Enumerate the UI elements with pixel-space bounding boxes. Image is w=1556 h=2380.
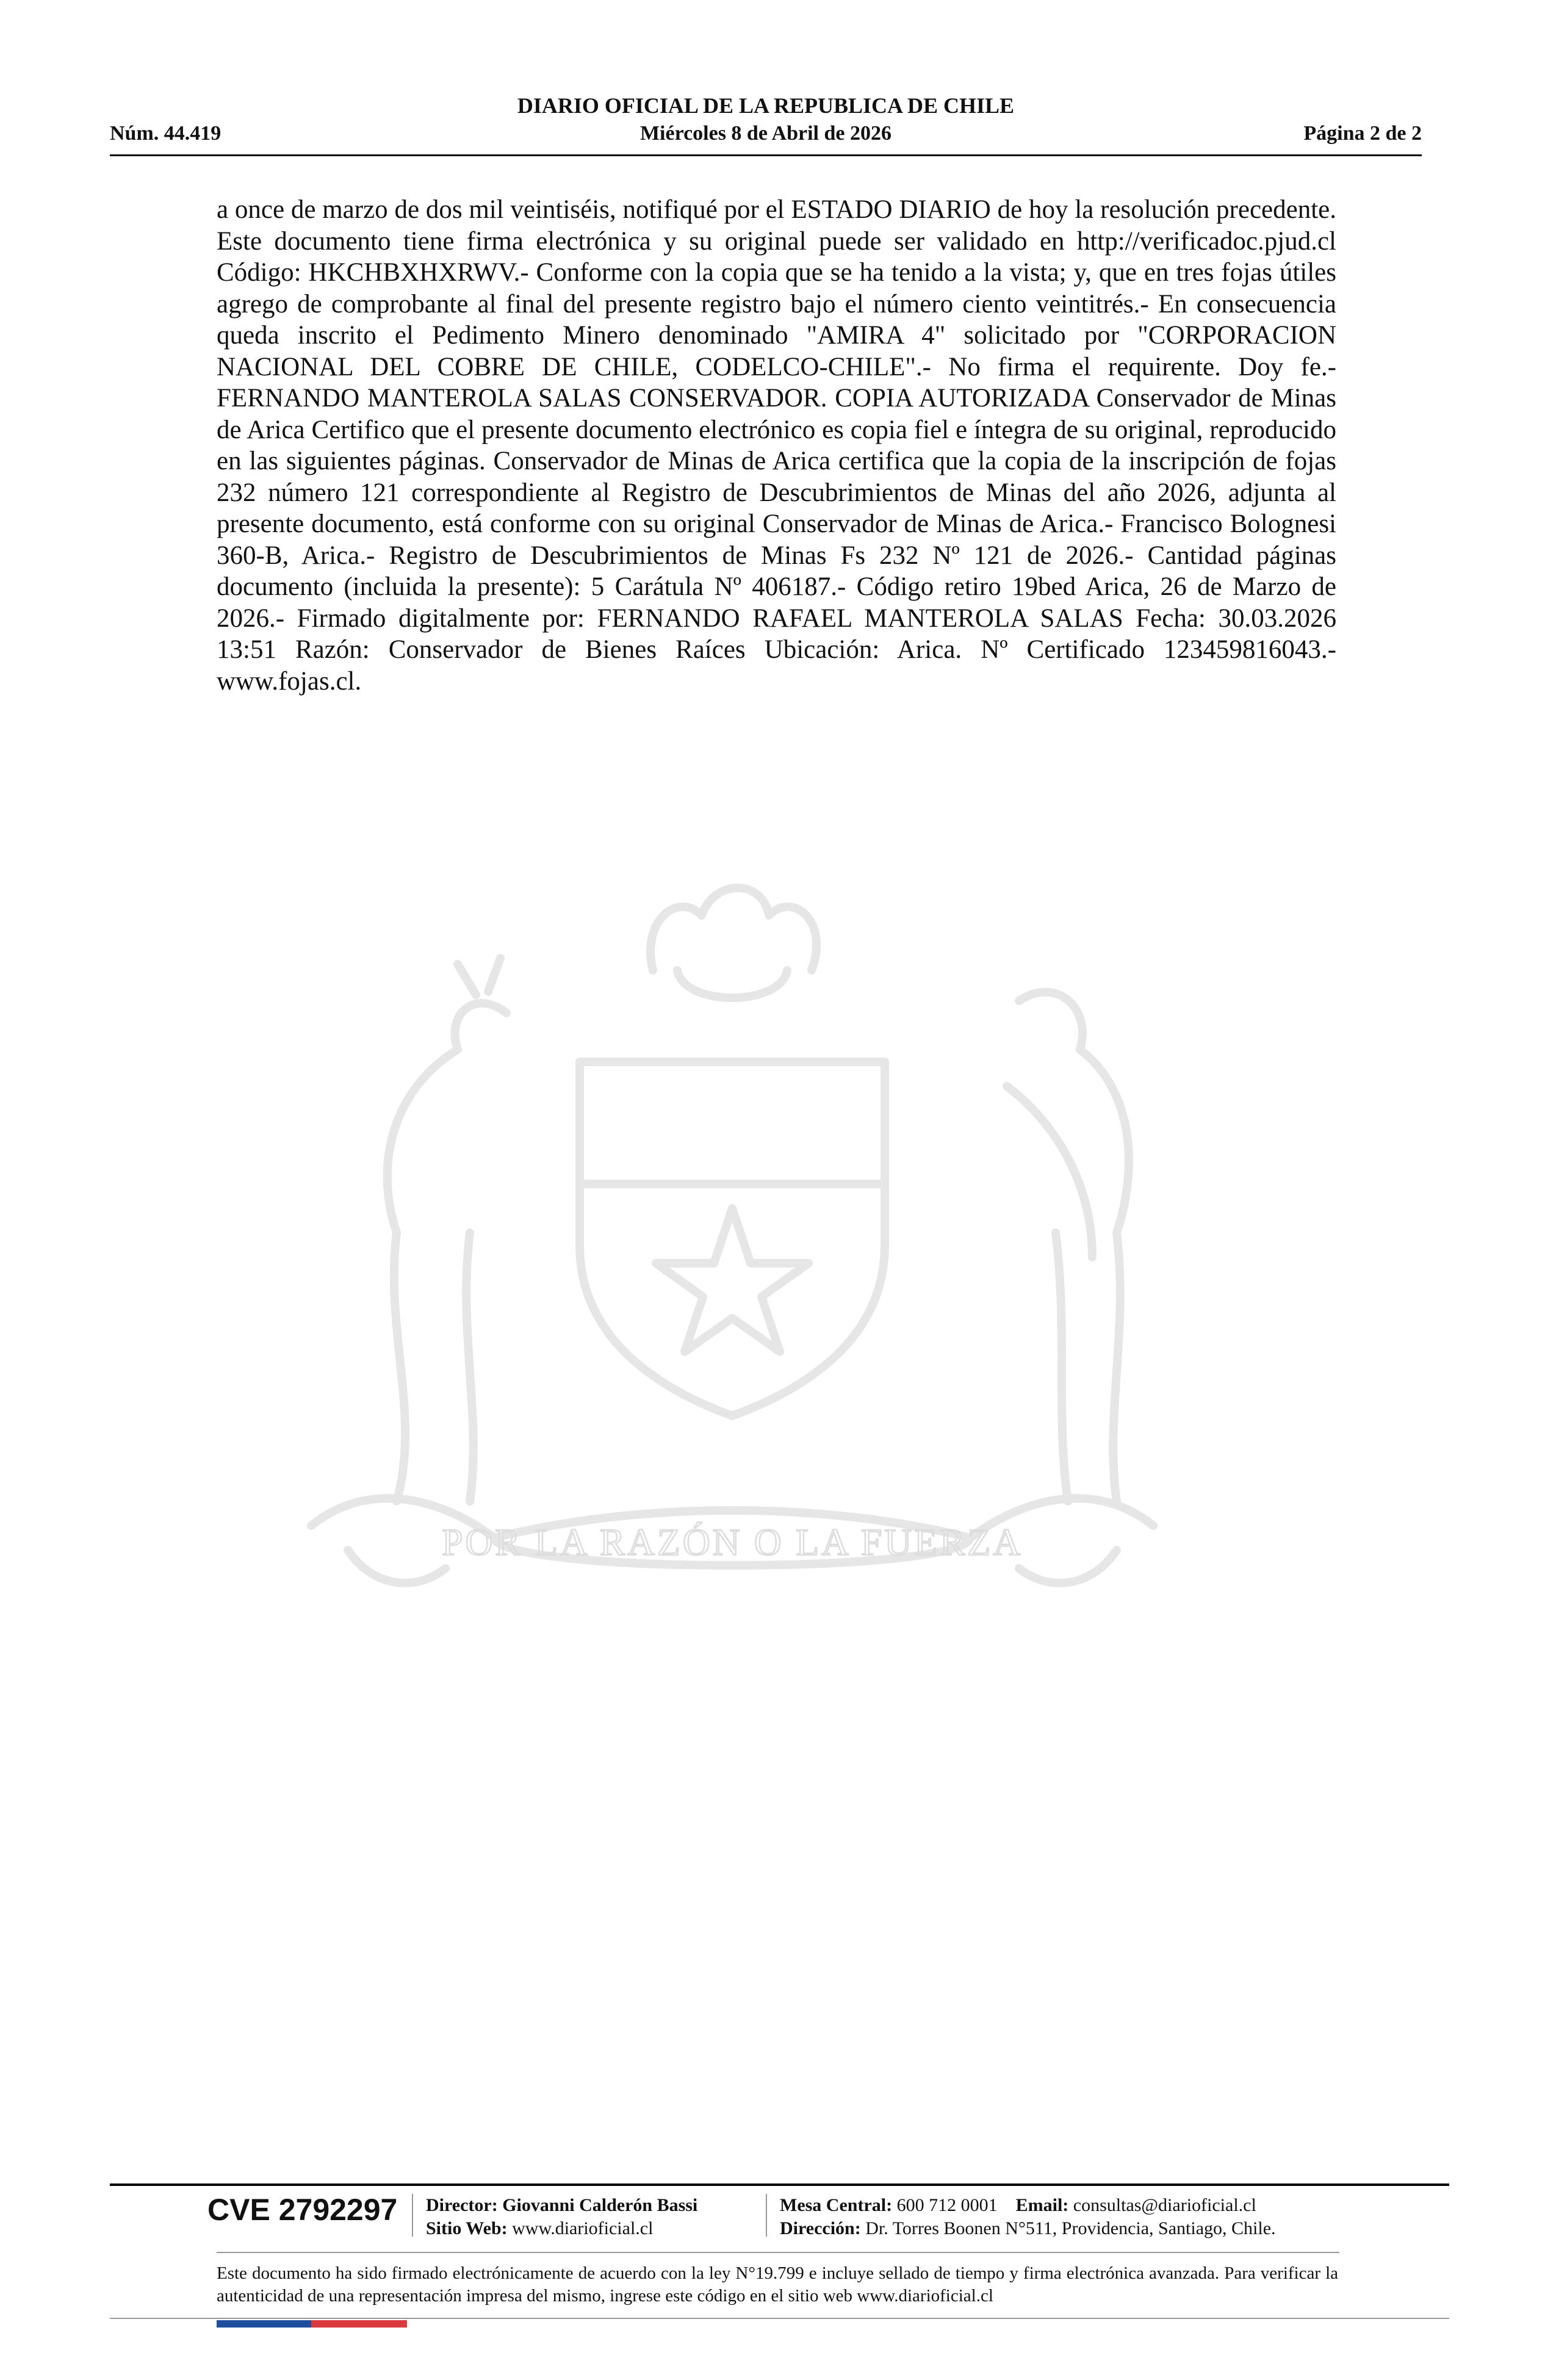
page-header: [110, 93, 1422, 160]
director-name: Giovanni Calderón Bassi: [502, 2195, 698, 2215]
publication-title: DIARIO OFICIAL DE LA REPUBLICA DE CHILE: [517, 93, 1015, 118]
flag-stripe-red: [311, 2320, 407, 2328]
footer-divider-top: [110, 2183, 1449, 2186]
document-body: a once de marzo de dos mil veintiséis, notifiqué por el ESTADO DIARIO de hoy la resolución precedente. Este documento tiene firma electrónica y su original puede ser validado en http://verificadoc.pjud.cl Código: HKCHBXHXRWV.- Conforme con la copia que se ha tenido a la vista; y, que en tres fojas útiles agrego de comprobante al final del presente registro bajo el número ciento veintitrés.- En consecuencia queda inscrito el Pedimento Minero denominado "AMIRA 4" solicitado por "CORPORACION NACIONAL DEL COBRE DE CHILE, CODELCO-CHILE".- No firma el requirente. Doy fe.- FERNANDO MANTEROLA SALAS CONSERVADOR. COPIA AUTORIZADA Conservador de Minas de Arica Certifico que el presente documento electrónico es copia fiel e íntegra de su original, reproducido en las siguientes páginas. Conservador de Minas de Arica certifica que la copia de la inscripción de fojas 232 número 121 correspondiente al Registro de Descubrimientos de Minas del año 2026, adjunta al presente documento, está conforme con su original Conservador de Minas de Arica.- Francisco Bolognesi 360-B, Arica.- Registro de Descubrimientos de Minas Fs 232 Nº 121 de 2026.- Cantidad páginas documento (incluida la presente): 5 Carátula Nº 406187.- Código retiro 19bed Arica, 26 de Marzo de 2026.- Firmado digitalmente por: FERNANDO RAFAEL MANTEROLA SALAS Fecha: 30.03.2026 13:51 Razón: Conservador de Bienes Raíces Ubicación: Arica. Nº Certificado 123459816043.- www.fojas.cl.: [217, 195, 1336, 696]
web-link[interactable]: www.diarioficial.cl: [512, 2218, 654, 2238]
footer-separator: [766, 2194, 767, 2237]
address-value: Dr. Torres Boonen N°511, Providencia, Santiago, Chile.: [865, 2218, 1276, 2238]
footer-divider-bottom: [110, 2318, 1449, 2319]
footer-separator: [412, 2194, 413, 2237]
watermark-motto: POR LA RAZÓN O LA FUERZA: [441, 1522, 1023, 1563]
footer-director-column: [426, 2194, 697, 2240]
issue-date: Miércoles 8 de Abril de 2026: [639, 122, 892, 145]
cve-code: CVE 2792297: [207, 2193, 398, 2227]
phone-value: 600 712 0001: [896, 2195, 998, 2215]
director-label: Director:: [426, 2195, 498, 2215]
issue-number: Núm. 44.419: [110, 122, 222, 145]
email-label: Email:: [1015, 2195, 1069, 2215]
footer-contact-column: [780, 2194, 1276, 2240]
page-indicator: Página 2 de 2: [1303, 122, 1422, 145]
coat-of-arms-of-chile-icon: [214, 867, 1251, 1672]
header-divider: [110, 154, 1422, 156]
footer-divider-middle: [217, 2252, 1339, 2253]
legal-notice: Este documento ha sido firmado electrónicamente de acuerdo con la ley N°19.799 e incluye sellado de tiempo y firma electrónica avanzada. Para verificar la autenticidad de una representación impresa del mismo, ingrese este código en el sitio web www.diarioficial.cl: [217, 2263, 1338, 2306]
address-label: Dirección:: [780, 2218, 861, 2238]
phone-label: Mesa Central:: [780, 2195, 893, 2215]
email-link[interactable]: consultas@diarioficial.cl: [1073, 2195, 1256, 2215]
flag-stripe-blue: [217, 2320, 311, 2328]
web-label: Sitio Web:: [426, 2218, 508, 2238]
